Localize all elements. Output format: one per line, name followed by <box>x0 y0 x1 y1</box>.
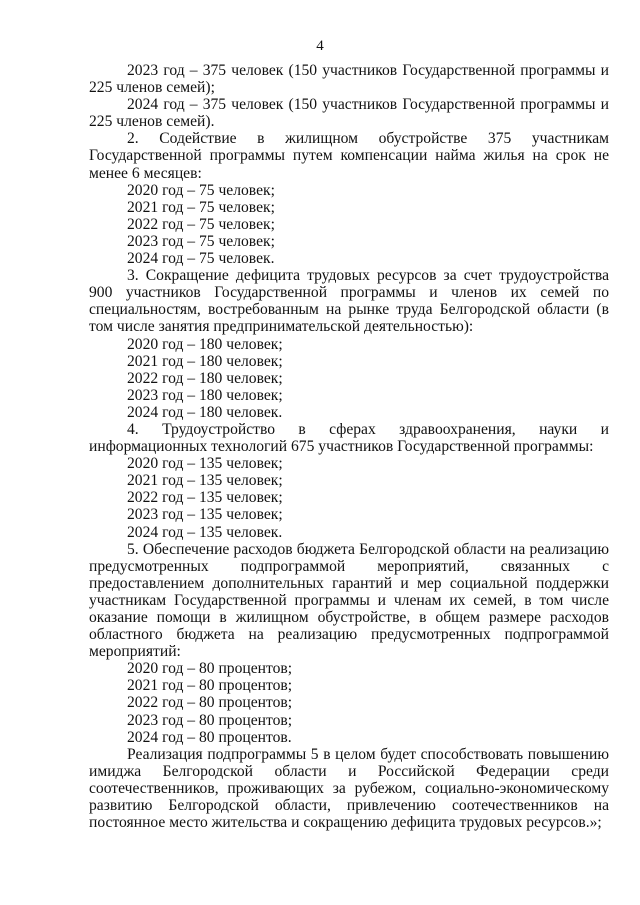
paragraph: Реализация подпрограммы 5 в целом будет способствовать повышению имиджа Белгородской области и Российской Федерации среди соотечественников, проживающих за рубежом, социально-экономическому развитию Белгородской области, привлечению соотечественников на постоянное место жительства и сокращению дефицита трудовых ресурсов.»; <box>89 745 609 832</box>
list-item: 2020 год – 135 человек; <box>127 455 283 473</box>
list-item: 2023 год – 75 человек; <box>127 232 275 250</box>
paragraph: 2. Содействие в жилищном обустройстве 375 участникам Государственной программы путем компенсации найма жилья на срок не менее 6 месяцев: <box>89 130 609 182</box>
list-item: 2023 год – 80 процентов; <box>127 711 293 729</box>
list-item: 2020 год – 75 человек; <box>127 181 275 199</box>
paragraph: 2024 год – 375 человек (150 участников Государственной программы и 225 членов семей). <box>89 96 609 131</box>
list-item: 2024 год – 180 человек. <box>127 403 283 421</box>
page-number: 4 <box>316 38 324 54</box>
list-item: 2021 год – 135 человек; <box>127 472 283 490</box>
list-item: 2020 год – 180 человек; <box>127 335 283 353</box>
paragraph: 2023 год – 375 человек (150 участников Государственной программы и 225 членов семей); <box>89 62 609 97</box>
list-item: 2022 год – 135 человек; <box>127 489 283 507</box>
paragraph: 3. Сокращение дефицита трудовых ресурсов за счет трудоустройства 900 участников Государственной программы и членов их семей по специальностям, востребованным на рынке труда Белгородской области (в том числе занятия предпринимательской деятельностью): <box>89 267 609 336</box>
list-item: 2021 год – 180 человек; <box>127 352 283 370</box>
list-item: 2023 год – 135 человек; <box>127 506 283 524</box>
list-item: 2021 год – 75 человек; <box>127 198 275 216</box>
list-item: 2024 год – 75 человек. <box>127 250 275 268</box>
list-item: 2022 год – 80 процентов; <box>127 694 293 712</box>
paragraph: 4. Трудоустройство в сферах здравоохранения, науки и информационных технологий 675 участников Государственной программы: <box>89 420 609 456</box>
list-item: 2022 год – 180 человек; <box>127 369 283 387</box>
list-item: 2022 год – 75 человек; <box>127 215 275 233</box>
list-item: 2021 год – 80 процентов; <box>127 677 293 695</box>
paragraph: 5. Обеспечение расходов бюджета Белгородской области на реализацию предусмотренных подпрограммой мероприятий, связанных с предоставлением дополнительных гарантий и мер социальной поддержки участникам Государственной программы и членам их семей, в том числе оказание помощи в жилищном обустройстве, в общем размере расходов областного бюджета на реализацию предусмотренных подпрограммой мероприятий: <box>89 540 609 661</box>
list-item: 2020 год – 80 процентов; <box>127 660 293 678</box>
list-item: 2023 год – 180 человек; <box>127 386 283 404</box>
list-item: 2024 год – 135 человек. <box>127 523 283 541</box>
document-body <box>89 62 609 831</box>
list-item: 2024 год – 80 процентов. <box>127 728 292 746</box>
